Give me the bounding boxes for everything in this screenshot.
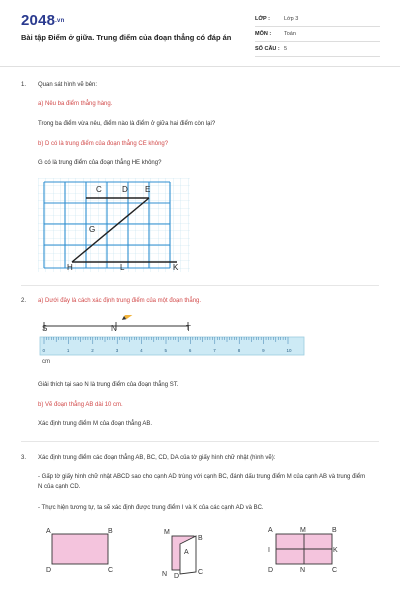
corner-label-c: C xyxy=(332,567,338,574)
point-label-d: D xyxy=(122,185,128,194)
ruler-tick-label: 10 xyxy=(286,348,292,353)
paper-rectangle xyxy=(52,534,108,564)
part-b-follow: Xác định trung điểm M của đoạn thẳng AB. xyxy=(38,421,153,427)
ruler-tick-label: 5 xyxy=(164,348,168,353)
ruler-tick-label: 7 xyxy=(213,348,216,353)
meta-row-class xyxy=(255,15,380,27)
corner-label-b: B xyxy=(198,535,203,542)
section-divider xyxy=(21,285,379,286)
point-label-c: C xyxy=(96,185,102,194)
point-label-l: L xyxy=(120,263,125,272)
meta-key: SỐ CÂU : xyxy=(255,46,280,52)
question-intro: Quan sát hình vẽ bên: xyxy=(38,82,98,88)
corner-label-d: D xyxy=(174,573,180,578)
corner-label-b: B xyxy=(108,528,113,535)
meta-value: Lớp 3 xyxy=(284,16,299,22)
ruler-unit: cm xyxy=(42,359,50,365)
grid-background xyxy=(38,178,190,272)
rectangle-figure-3 xyxy=(262,522,344,576)
step-1-text: - Gấp tờ giấy hình chữ nhật ABCD sao cho cạnh AD trùng với cạnh BC, đánh dấu trung điểm M của cạnh AB và trung điểm N của cạnh CD. xyxy=(38,474,366,490)
corner-label-m: M xyxy=(164,529,170,536)
corner-label-n: N xyxy=(162,571,168,578)
ruler-tick-label: 4 xyxy=(140,348,143,353)
corner-label-a: A xyxy=(184,549,189,556)
site-logo[interactable] xyxy=(21,12,64,29)
midpoint-label-n: N xyxy=(300,567,306,574)
ruler-tick-label: 8 xyxy=(237,348,241,353)
ruler-tick-label: 1 xyxy=(66,348,70,353)
part-a-follow: Trong ba điểm vừa nêu, điểm nào là điểm ở giữa hai điểm còn lại? xyxy=(38,121,216,127)
corner-label-c: C xyxy=(198,569,204,576)
question-number: 3. xyxy=(21,455,27,461)
part-a-label: a) Nêu ba điểm thẳng hàng. xyxy=(38,101,113,107)
corner-label-a: A xyxy=(46,528,51,535)
corner-label-d: D xyxy=(268,567,274,574)
point-label-h: H xyxy=(67,263,73,272)
ruler-tick-label: 3 xyxy=(115,348,119,353)
corner-label-b: B xyxy=(332,527,337,534)
part-b-follow: G có là trung điểm của đoạn thẳng HE không? xyxy=(38,160,162,166)
point-label-g: G xyxy=(89,225,96,234)
part-b-label: b) Vẽ đoạn thẳng AB dài 10 cm. xyxy=(38,402,123,408)
part-b-label: b) D có là trung điểm của đoạn thẳng CE không? xyxy=(38,141,169,147)
page-title: Bài tập Điểm ở giữa. Trung điểm của đoạn thẳng có đáp án xyxy=(21,33,232,42)
meta-row-subject xyxy=(255,30,380,42)
corner-label-d: D xyxy=(46,567,52,574)
explain-prompt: Giải thích tại sao N là trung điểm của đoạn thẳng ST. xyxy=(38,382,179,388)
meta-value: 5 xyxy=(284,46,288,52)
rectangle-figure-2 xyxy=(160,522,220,578)
step-2-text: - Thực hiện tương tự, ta sẽ xác định được trung điểm I và K của các cạnh AD và BC. xyxy=(38,505,264,511)
meta-key: LỚP : xyxy=(255,16,270,22)
question-intro: Xác định trung điểm các đoạn thẳng AB, BC, CD, DA của tờ giấy hình chữ nhật (hình vẽ): xyxy=(38,455,276,461)
midpoint-label-i: I xyxy=(268,547,270,554)
question-number: 2. xyxy=(21,298,27,304)
logo-main: 2048 xyxy=(21,12,56,29)
grid-figure xyxy=(38,178,190,272)
section-divider xyxy=(21,441,379,442)
midpoint-label-k: K xyxy=(333,547,338,554)
meta-value: Toán xyxy=(284,31,296,37)
ruler-tick-label: 6 xyxy=(188,348,192,353)
rectangle-figure-1 xyxy=(38,522,120,574)
part-a-label: a) Dưới đây là cách xác định trung điểm của một đoạn thẳng. xyxy=(38,298,202,304)
ruler-tick-label: 2 xyxy=(91,348,94,353)
logo-suffix: .vn xyxy=(55,18,65,25)
meta-row-count xyxy=(255,45,380,57)
ruler-tick-label: 0 xyxy=(42,348,46,353)
corner-label-a: A xyxy=(268,527,273,534)
point-label-t: T xyxy=(186,324,191,333)
point-label-n: N xyxy=(111,324,117,333)
point-label-e: E xyxy=(145,185,151,194)
corner-label-c: C xyxy=(108,567,114,574)
point-label-s: S xyxy=(42,324,48,333)
ruler-figure xyxy=(38,315,310,369)
meta-key: MÔN : xyxy=(255,31,272,37)
midpoint-label-m: M xyxy=(300,527,306,534)
point-label-k: K xyxy=(173,263,179,272)
ruler-tick-label: 9 xyxy=(262,348,265,353)
question-number: 1. xyxy=(21,82,27,88)
pencil-icon xyxy=(121,315,139,322)
page-header xyxy=(0,0,400,67)
